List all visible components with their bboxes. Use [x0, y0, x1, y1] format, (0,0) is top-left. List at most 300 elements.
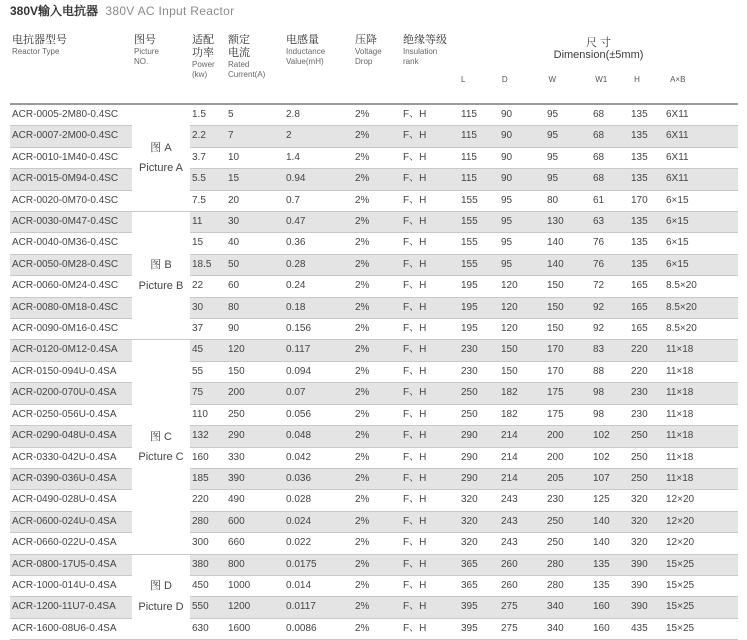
cell-power: 75 [190, 383, 226, 404]
table-row [10, 212, 738, 233]
cell-axb: 12×20 [664, 490, 738, 511]
cell-h: 250 [629, 426, 664, 447]
cell-insulation: F、H [401, 468, 459, 489]
picture-label [132, 554, 190, 640]
cell-h: 135 [629, 147, 664, 168]
cell-axb: 11×18 [664, 340, 738, 361]
cell-l: 230 [459, 361, 499, 382]
cell-h: 135 [629, 212, 664, 233]
cell-current: 50 [226, 254, 284, 275]
cell-h: 165 [629, 276, 664, 297]
cell-w1: 98 [591, 383, 629, 404]
cell-w: 250 [545, 511, 591, 532]
cell-axb: 15×25 [664, 554, 738, 575]
cell-w1: 76 [591, 233, 629, 254]
cell-axb: 8.5×20 [664, 276, 738, 297]
cell-voltage-drop: 2% [353, 297, 401, 318]
cell-voltage-drop: 2% [353, 254, 401, 275]
dim-header-axb: A×B [670, 75, 686, 84]
cell-insulation: F、H [401, 212, 459, 233]
cell-inductance: 0.048 [284, 426, 353, 447]
cell-current: 80 [226, 297, 284, 318]
table-row [10, 447, 738, 468]
title-cn: 380V输入电抗器 [10, 4, 99, 18]
header-dimension: 尺 寸 Dimension(±5mm) L D W W1 H A×B [459, 34, 738, 104]
cell-l: 250 [459, 383, 499, 404]
table-row [10, 490, 738, 511]
cell-current: 90 [226, 319, 284, 340]
cell-w1: 63 [591, 212, 629, 233]
cell-power: 5.5 [190, 169, 226, 190]
cell-power: 110 [190, 404, 226, 425]
picture-label [132, 212, 190, 340]
cell-model: ACR-0660-022U-0.4SA [10, 533, 132, 554]
cell-h: 320 [629, 533, 664, 554]
cell-h: 135 [629, 254, 664, 275]
cell-d: 260 [499, 575, 545, 596]
cell-current: 7 [226, 126, 284, 147]
cell-h: 230 [629, 404, 664, 425]
cell-current: 390 [226, 468, 284, 489]
picture-label-cn: 图 B [150, 259, 172, 272]
cell-power: 160 [190, 447, 226, 468]
cell-model: ACR-1600-08U6-0.4SA [10, 618, 132, 639]
cell-model: ACR-0007-2M00-0.4SC [10, 126, 132, 147]
picture-label-en: Picture C [138, 451, 184, 463]
cell-axb: 11×18 [664, 468, 738, 489]
cell-w1: 102 [591, 426, 629, 447]
cell-axb: 6X11 [664, 169, 738, 190]
page-title [10, 2, 234, 20]
cell-d: 90 [499, 104, 545, 126]
cell-insulation: F、H [401, 511, 459, 532]
cell-inductance: 0.0175 [284, 554, 353, 575]
cell-l: 395 [459, 618, 499, 639]
cell-d: 120 [499, 297, 545, 318]
cell-inductance: 0.28 [284, 254, 353, 275]
cell-voltage-drop: 2% [353, 447, 401, 468]
cell-power: 300 [190, 533, 226, 554]
cell-w: 280 [545, 554, 591, 575]
cell-w: 170 [545, 340, 591, 361]
cell-w: 170 [545, 361, 591, 382]
cell-voltage-drop: 2% [353, 554, 401, 575]
cell-w: 95 [545, 126, 591, 147]
cell-h: 135 [629, 233, 664, 254]
table-row [10, 575, 738, 596]
cell-model: ACR-0030-0M47-0.4SC [10, 212, 132, 233]
cell-power: 45 [190, 340, 226, 361]
cell-inductance: 2.8 [284, 104, 353, 126]
cell-inductance: 0.18 [284, 297, 353, 318]
cell-power: 37 [190, 319, 226, 340]
cell-current: 15 [226, 169, 284, 190]
cell-voltage-drop: 2% [353, 490, 401, 511]
cell-d: 214 [499, 447, 545, 468]
cell-inductance: 0.094 [284, 361, 353, 382]
cell-insulation: F、H [401, 104, 459, 126]
cell-insulation: F、H [401, 340, 459, 361]
table-row [10, 147, 738, 168]
cell-inductance: 0.042 [284, 447, 353, 468]
cell-model: ACR-0040-0M36-0.4SC [10, 233, 132, 254]
title-en: 380V AC Input Reactor [105, 4, 235, 18]
cell-current: 1600 [226, 618, 284, 639]
cell-insulation: F、H [401, 126, 459, 147]
cell-inductance: 0.47 [284, 212, 353, 233]
cell-d: 243 [499, 511, 545, 532]
cell-insulation: F、H [401, 147, 459, 168]
cell-w1: 61 [591, 190, 629, 211]
cell-w1: 140 [591, 533, 629, 554]
cell-w1: 88 [591, 361, 629, 382]
cell-w: 95 [545, 169, 591, 190]
cell-current: 20 [226, 190, 284, 211]
cell-insulation: F、H [401, 618, 459, 639]
cell-w1: 68 [591, 104, 629, 126]
cell-w1: 160 [591, 597, 629, 618]
cell-model: ACR-0060-0M24-0.4SC [10, 276, 132, 297]
cell-voltage-drop: 2% [353, 212, 401, 233]
cell-d: 90 [499, 126, 545, 147]
cell-power: 280 [190, 511, 226, 532]
cell-h: 230 [629, 383, 664, 404]
table-row [10, 254, 738, 275]
cell-h: 220 [629, 361, 664, 382]
cell-insulation: F、H [401, 447, 459, 468]
cell-power: 132 [190, 426, 226, 447]
cell-model: ACR-0005-2M80-0.4SC [10, 104, 132, 126]
cell-w1: 135 [591, 575, 629, 596]
cell-inductance: 0.0117 [284, 597, 353, 618]
cell-voltage-drop: 2% [353, 404, 401, 425]
picture-label-en: Picture B [138, 279, 184, 292]
cell-current: 600 [226, 511, 284, 532]
cell-w1: 125 [591, 490, 629, 511]
cell-d: 90 [499, 147, 545, 168]
cell-current: 1200 [226, 597, 284, 618]
table-row [10, 383, 738, 404]
cell-h: 250 [629, 447, 664, 468]
cell-voltage-drop: 2% [353, 126, 401, 147]
cell-power: 7.5 [190, 190, 226, 211]
cell-inductance: 0.36 [284, 233, 353, 254]
cell-current: 10 [226, 147, 284, 168]
picture-label-en: Picture D [138, 600, 184, 613]
cell-w1: 160 [591, 618, 629, 639]
cell-power: 185 [190, 468, 226, 489]
cell-d: 182 [499, 404, 545, 425]
cell-w1: 68 [591, 169, 629, 190]
cell-d: 275 [499, 597, 545, 618]
dim-header-l: L [461, 75, 466, 84]
cell-model: ACR-0080-0M18-0.4SC [10, 297, 132, 318]
table-row [10, 426, 738, 447]
table-row [10, 104, 738, 126]
cell-voltage-drop: 2% [353, 169, 401, 190]
cell-model: ACR-0390-036U-0.4SA [10, 468, 132, 489]
header-current: 额定 电流 Rated Current(A) [226, 34, 284, 104]
cell-l: 115 [459, 169, 499, 190]
cell-w: 130 [545, 212, 591, 233]
cell-inductance: 0.022 [284, 533, 353, 554]
cell-axb: 11×18 [664, 426, 738, 447]
cell-axb: 15×25 [664, 575, 738, 596]
cell-d: 260 [499, 554, 545, 575]
cell-current: 200 [226, 383, 284, 404]
cell-insulation: F、H [401, 554, 459, 575]
cell-d: 95 [499, 233, 545, 254]
cell-power: 22 [190, 276, 226, 297]
cell-insulation: F、H [401, 297, 459, 318]
cell-l: 290 [459, 447, 499, 468]
cell-axb: 11×18 [664, 447, 738, 468]
cell-w: 150 [545, 319, 591, 340]
header-voltage-drop: 压降 Voltage Drop [353, 34, 401, 104]
table-row [10, 361, 738, 382]
dim-header-d: D [501, 75, 508, 84]
cell-voltage-drop: 2% [353, 190, 401, 211]
cell-voltage-drop: 2% [353, 340, 401, 361]
cell-insulation: F、H [401, 404, 459, 425]
cell-voltage-drop: 2% [353, 511, 401, 532]
cell-w: 95 [545, 104, 591, 126]
cell-l: 365 [459, 554, 499, 575]
table-row [10, 404, 738, 425]
cell-model: ACR-0010-1M40-0.4SC [10, 147, 132, 168]
cell-w: 150 [545, 297, 591, 318]
cell-axb: 8.5×20 [664, 319, 738, 340]
cell-power: 55 [190, 361, 226, 382]
cell-w: 200 [545, 447, 591, 468]
cell-model: ACR-1200-11U7-0.4SA [10, 597, 132, 618]
cell-h: 435 [629, 618, 664, 639]
cell-w: 140 [545, 233, 591, 254]
cell-axb: 6X11 [664, 104, 738, 126]
cell-w: 175 [545, 383, 591, 404]
cell-power: 11 [190, 212, 226, 233]
cell-inductance: 0.024 [284, 511, 353, 532]
cell-d: 275 [499, 618, 545, 639]
cell-current: 30 [226, 212, 284, 233]
cell-w: 150 [545, 276, 591, 297]
cell-voltage-drop: 2% [353, 319, 401, 340]
cell-voltage-drop: 2% [353, 533, 401, 554]
header-insulation: 绝缘等级 Insulation rank [401, 34, 459, 104]
cell-l: 365 [459, 575, 499, 596]
cell-w: 280 [545, 575, 591, 596]
cell-inductance: 0.036 [284, 468, 353, 489]
cell-l: 320 [459, 533, 499, 554]
cell-axb: 6×15 [664, 233, 738, 254]
cell-voltage-drop: 2% [353, 361, 401, 382]
cell-h: 170 [629, 190, 664, 211]
cell-current: 490 [226, 490, 284, 511]
cell-insulation: F、H [401, 361, 459, 382]
table-row [10, 618, 738, 639]
cell-model: ACR-0020-0M70-0.4SC [10, 190, 132, 211]
cell-l: 395 [459, 597, 499, 618]
cell-power: 1.5 [190, 104, 226, 126]
cell-power: 30 [190, 297, 226, 318]
cell-w: 140 [545, 254, 591, 275]
cell-model: ACR-0290-048U-0.4SA [10, 426, 132, 447]
cell-w: 175 [545, 404, 591, 425]
cell-d: 214 [499, 426, 545, 447]
cell-insulation: F、H [401, 319, 459, 340]
table-row [10, 340, 738, 361]
cell-power: 380 [190, 554, 226, 575]
cell-insulation: F、H [401, 597, 459, 618]
cell-w1: 68 [591, 126, 629, 147]
cell-insulation: F、H [401, 426, 459, 447]
cell-w: 80 [545, 190, 591, 211]
cell-current: 40 [226, 233, 284, 254]
reactor-spec-table [10, 34, 738, 640]
cell-model: ACR-0600-024U-0.4SA [10, 511, 132, 532]
cell-h: 165 [629, 319, 664, 340]
cell-axb: 15×25 [664, 597, 738, 618]
cell-voltage-drop: 2% [353, 426, 401, 447]
cell-voltage-drop: 2% [353, 104, 401, 126]
cell-current: 330 [226, 447, 284, 468]
cell-l: 230 [459, 340, 499, 361]
cell-insulation: F、H [401, 254, 459, 275]
cell-model: ACR-0150-094U-0.4SA [10, 361, 132, 382]
cell-d: 120 [499, 319, 545, 340]
dim-header-h: H [634, 75, 640, 84]
cell-current: 1000 [226, 575, 284, 596]
cell-inductance: 0.028 [284, 490, 353, 511]
cell-inductance: 0.056 [284, 404, 353, 425]
cell-w1: 135 [591, 554, 629, 575]
table-row [10, 190, 738, 211]
cell-l: 320 [459, 490, 499, 511]
cell-inductance: 0.0086 [284, 618, 353, 639]
cell-w: 205 [545, 468, 591, 489]
table-row [10, 276, 738, 297]
cell-l: 115 [459, 126, 499, 147]
cell-voltage-drop: 2% [353, 575, 401, 596]
picture-label-cn: 图 A [150, 141, 172, 154]
table-row [10, 511, 738, 532]
cell-voltage-drop: 2% [353, 618, 401, 639]
cell-insulation: F、H [401, 276, 459, 297]
cell-d: 182 [499, 383, 545, 404]
cell-power: 450 [190, 575, 226, 596]
cell-axb: 6×15 [664, 254, 738, 275]
cell-w1: 140 [591, 511, 629, 532]
dimension-subheaders [459, 75, 738, 84]
cell-current: 150 [226, 361, 284, 382]
cell-w1: 92 [591, 297, 629, 318]
dim-header-w1: W1 [595, 75, 608, 84]
cell-axb: 11×18 [664, 404, 738, 425]
cell-current: 120 [226, 340, 284, 361]
cell-voltage-drop: 2% [353, 383, 401, 404]
cell-l: 290 [459, 468, 499, 489]
cell-axb: 15×25 [664, 618, 738, 639]
cell-l: 195 [459, 297, 499, 318]
cell-model: ACR-0330-042U-0.4SA [10, 447, 132, 468]
cell-w: 250 [545, 533, 591, 554]
cell-l: 250 [459, 404, 499, 425]
cell-l: 115 [459, 104, 499, 126]
cell-w1: 76 [591, 254, 629, 275]
cell-d: 214 [499, 468, 545, 489]
cell-d: 90 [499, 169, 545, 190]
cell-h: 320 [629, 511, 664, 532]
cell-power: 15 [190, 233, 226, 254]
table-row [10, 533, 738, 554]
cell-inductance: 0.7 [284, 190, 353, 211]
cell-model: ACR-0015-0M94-0.4SC [10, 169, 132, 190]
cell-axb: 6×15 [664, 212, 738, 233]
cell-voltage-drop: 2% [353, 597, 401, 618]
table-body [10, 104, 738, 640]
cell-h: 135 [629, 169, 664, 190]
cell-power: 630 [190, 618, 226, 639]
cell-d: 243 [499, 533, 545, 554]
cell-model: ACR-0250-056U-0.4SA [10, 404, 132, 425]
cell-h: 135 [629, 104, 664, 126]
cell-w: 230 [545, 490, 591, 511]
cell-inductance: 1.4 [284, 147, 353, 168]
table-row [10, 597, 738, 618]
dim-header-w: W [548, 75, 557, 84]
cell-voltage-drop: 2% [353, 276, 401, 297]
cell-h: 135 [629, 126, 664, 147]
cell-w1: 102 [591, 447, 629, 468]
cell-d: 95 [499, 254, 545, 275]
cell-inductance: 0.014 [284, 575, 353, 596]
cell-insulation: F、H [401, 490, 459, 511]
cell-axb: 11×18 [664, 361, 738, 382]
cell-l: 155 [459, 190, 499, 211]
cell-w1: 68 [591, 147, 629, 168]
cell-insulation: F、H [401, 533, 459, 554]
table-row [10, 468, 738, 489]
cell-d: 95 [499, 190, 545, 211]
cell-model: ACR-0490-028U-0.4SA [10, 490, 132, 511]
table-row [10, 554, 738, 575]
table-row [10, 233, 738, 254]
cell-voltage-drop: 2% [353, 468, 401, 489]
header-picture: 图号 Picture NO. [132, 34, 190, 104]
cell-h: 390 [629, 597, 664, 618]
cell-inductance: 0.24 [284, 276, 353, 297]
cell-d: 120 [499, 276, 545, 297]
cell-insulation: F、H [401, 190, 459, 211]
cell-axb: 6X11 [664, 147, 738, 168]
picture-label [132, 104, 190, 212]
cell-current: 60 [226, 276, 284, 297]
cell-w1: 92 [591, 319, 629, 340]
cell-w1: 98 [591, 404, 629, 425]
picture-label-en: Picture A [138, 162, 184, 175]
cell-model: ACR-0050-0M28-0.4SC [10, 254, 132, 275]
cell-l: 320 [459, 511, 499, 532]
cell-inductance: 0.07 [284, 383, 353, 404]
cell-l: 155 [459, 212, 499, 233]
cell-h: 165 [629, 297, 664, 318]
cell-w1: 83 [591, 340, 629, 361]
cell-l: 195 [459, 319, 499, 340]
cell-h: 390 [629, 575, 664, 596]
cell-insulation: F、H [401, 575, 459, 596]
cell-current: 800 [226, 554, 284, 575]
cell-axb: 6×15 [664, 190, 738, 211]
